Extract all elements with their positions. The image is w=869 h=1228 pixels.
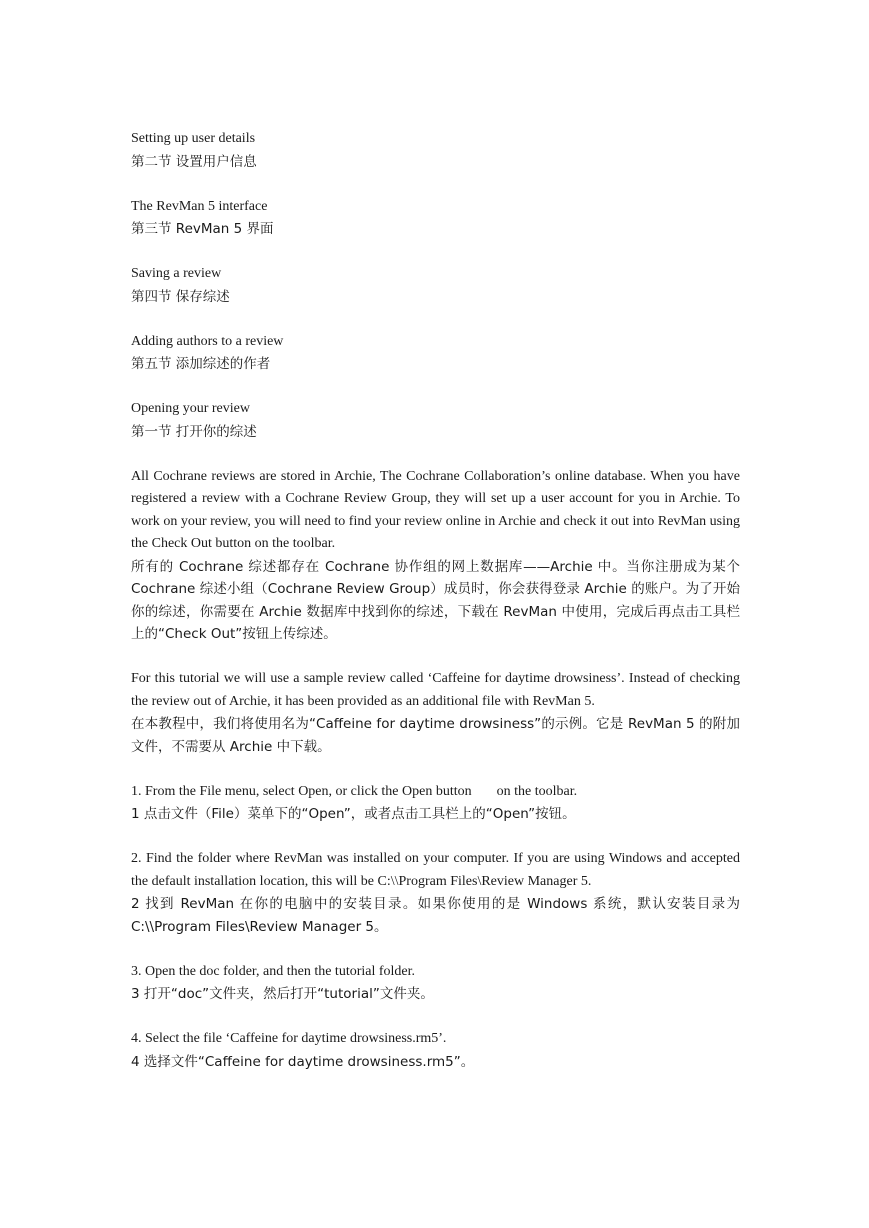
step-text-after-icon: on the toolbar.: [496, 783, 578, 799]
step-2: [131, 848, 740, 938]
section-title-cn: 第四节 保存综述: [131, 288, 230, 305]
section-title-en: Adding authors to a review: [131, 333, 284, 349]
section-title-cn: 第二节 设置用户信息: [131, 153, 257, 170]
section-title-en: The RevMan 5 interface: [131, 198, 268, 214]
section-title-cn: 第三节 RevMan 5 界面: [131, 221, 274, 237]
step-text-cn: 4 选择文件“Caffeine for daytime drowsiness.rm5”。: [131, 1053, 475, 1070]
tutorial-text-cn: 在本教程中，我们将使用名为“Caffeine for daytime drowsiness”的示例。它是 RevMan 5 的附加文件，不需要从 Archie 中下载。: [131, 716, 740, 755]
step-text-before-icon: 1. From the File menu, select Open, or click the Open button: [131, 783, 472, 799]
spacer: [131, 758, 740, 781]
step-text-en: 4. Select the file ‘Caffeine for daytime drowsiness.rm5’.: [131, 1031, 447, 1046]
step-text-cn: 3 打开“doc”文件夹，然后打开“tutorial”文件夹。: [131, 986, 434, 1002]
step-4: [131, 1028, 740, 1073]
step-text-cn: 2 找到 RevMan 在你的电脑中的安装目录。如果你使用的是 Windows 系统，默认安装目录为 C:\\Program Files\Review Manager 5。: [131, 896, 740, 935]
section-title-en: Setting up user details: [131, 131, 256, 146]
spacer: [131, 308, 740, 331]
intro-text-en: All Cochrane reviews are stored in Archie, The Cochrane Collaboration’s online database. When you have registered a review with a Cochrane Review Group, they will set up a user account for you in Archie. To work on your review, you will need to find your review online in Archie and check it out into RevMan using the Check Out button on the toolbar.: [131, 468, 740, 551]
spacer: [131, 443, 740, 466]
step-text-en: 3. Open the doc folder, and then the tutorial folder.: [131, 963, 416, 979]
intro-paragraph: [131, 466, 740, 646]
document-page: [131, 128, 740, 1073]
open-folder-icon: [475, 784, 493, 798]
spacer: [131, 173, 740, 196]
step-text-en: 2. Find the folder where RevMan was installed on your computer. If you are using Windows and accepted the default installation location, this will be C:\\Program Files\Review Manager 5.: [131, 851, 740, 889]
section-title-en: Saving a review: [131, 266, 222, 281]
step-3: [131, 961, 740, 1006]
section-title-cn: 第一节 打开你的综述: [131, 423, 257, 440]
intro-text-cn: 所有的 Cochrane 综述都存在 Cochrane 协作组的网上数据库——Archie 中。当你注册成为某个 Cochrane 综述小组（Cochrane Review Group）成员时，你会获得登录 Archie 的账户。为了开始你的综述，你需要在 Archie 数据库中找到你的综述，下载在 RevMan 中使用，完成后再点击工具栏上的“Check Out”按钮上传综述。: [131, 558, 740, 642]
step-1: [131, 781, 740, 826]
section-title-en: Opening your review: [131, 401, 250, 416]
spacer: [131, 376, 740, 399]
section-heading-user-details: [131, 128, 740, 173]
tutorial-paragraph: [131, 668, 740, 758]
step-text-en: [131, 781, 740, 804]
spacer: [131, 241, 740, 264]
spacer: [131, 646, 740, 669]
section-heading-saving: [131, 263, 740, 308]
section-heading-authors: [131, 331, 740, 376]
section-title-cn: 第五节 添加综述的作者: [131, 356, 271, 372]
tutorial-text-en: For this tutorial we will use a sample review called ‘Caffeine for daytime drowsiness’. Instead of checking the review out of Archie, it has been provided as an additional file with RevMan 5.: [131, 671, 740, 709]
section-heading-opening: [131, 398, 740, 443]
step-text-cn: 1 点击文件（File）菜单下的“Open”，或者点击工具栏上的“Open”按钮。: [131, 806, 576, 822]
spacer: [131, 826, 740, 849]
spacer: [131, 938, 740, 961]
section-heading-interface: [131, 196, 740, 241]
spacer: [131, 1006, 740, 1029]
